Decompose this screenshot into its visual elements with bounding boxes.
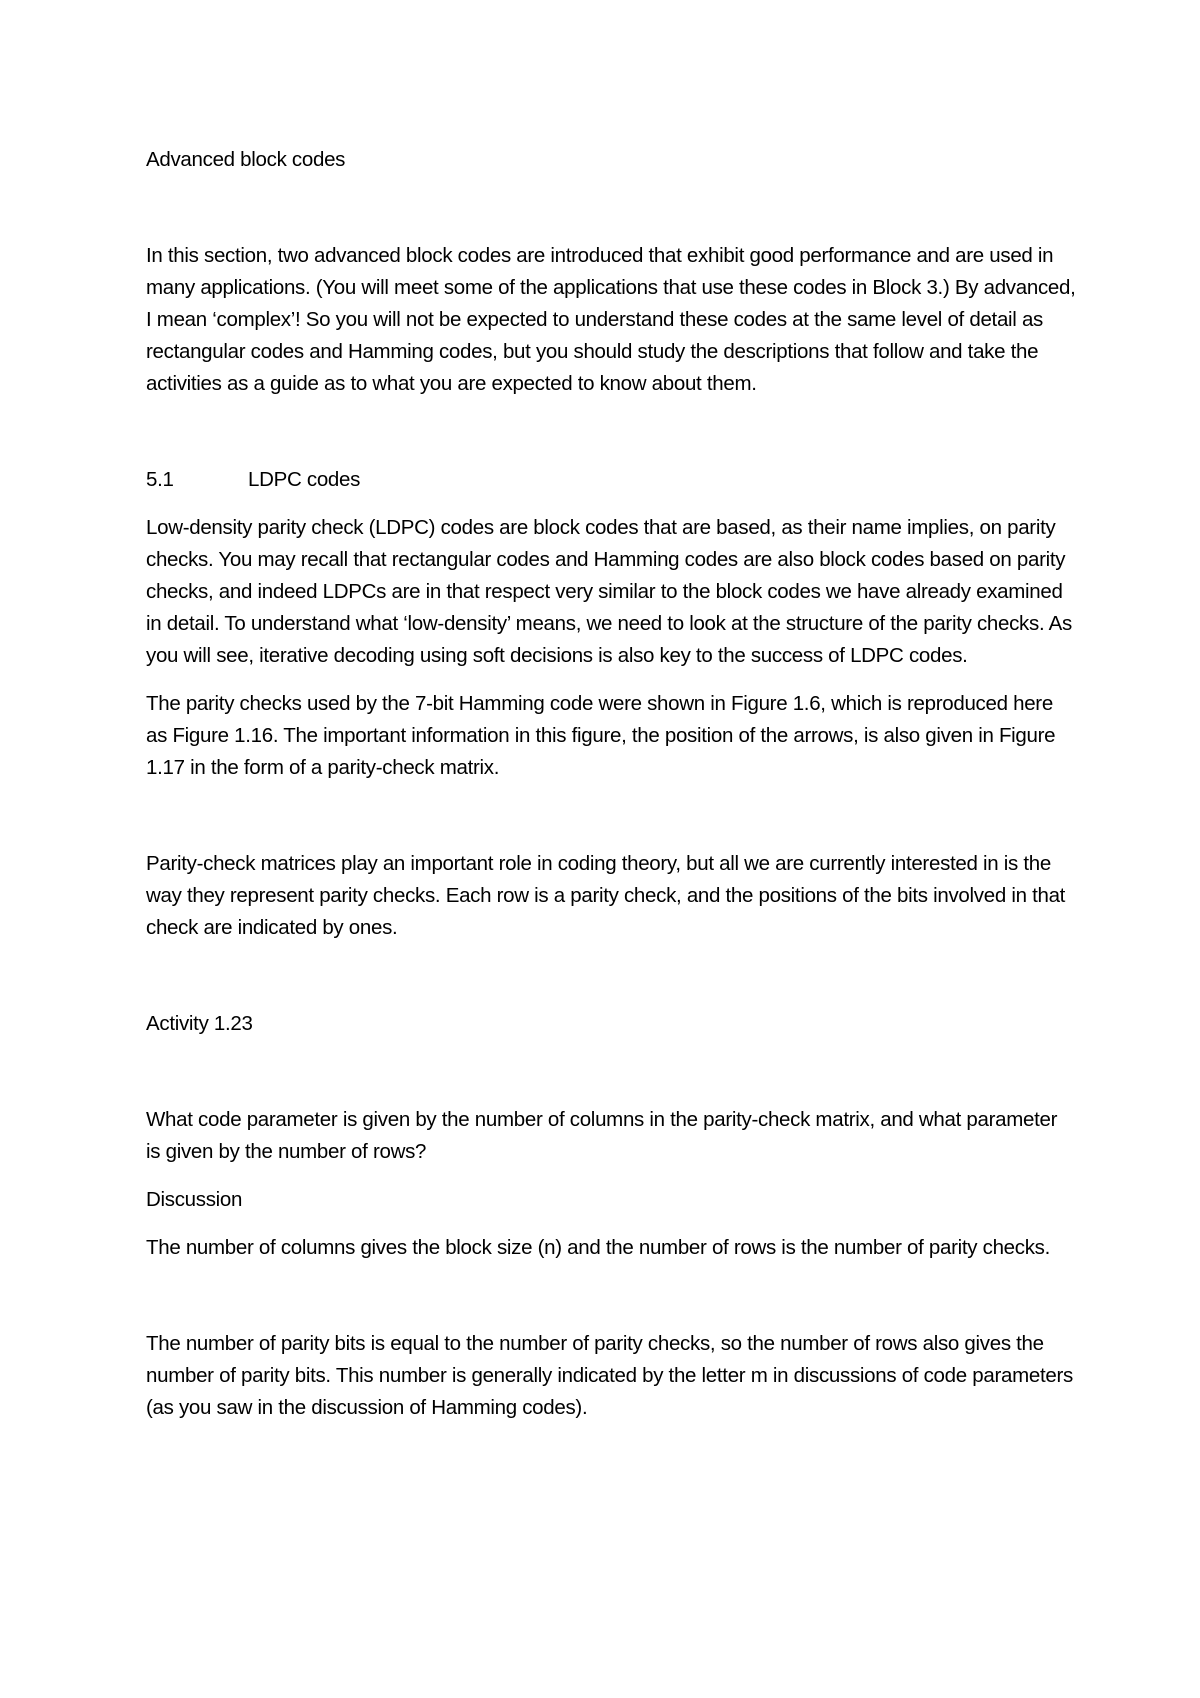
section-number: 5.1	[146, 468, 174, 491]
intro-paragraph: In this section, two advanced block codes are introduced that exhibit good performance and are used in many applications. (You will meet some of the applications that use these codes in Block 3.) By advanced, I mean ‘complex’! So you will not be expected to understand these codes at the same level of detail as rectangular codes and Hamming codes, but you should study the descriptions that follow and take the activities as a guide as to what you are expected to know about them.	[146, 244, 1076, 395]
section-heading	[146, 464, 1076, 496]
discussion-paragraph-1: The number of columns gives the block size (n) and the number of rows is the number of parity checks.	[146, 1236, 1051, 1259]
document-body	[146, 144, 1076, 1424]
discussion-paragraph-2: The number of parity bits is equal to the number of parity checks, so the number of rows also gives the number of parity bits. This number is generally indicated by the letter m in discussions of code parameters (as you saw in the discussion of Hamming codes).	[146, 1332, 1073, 1419]
discussion-label: Discussion	[146, 1188, 243, 1211]
document-title: Advanced block codes	[146, 148, 346, 171]
section-title: LDPC codes	[248, 468, 361, 491]
ldpc-paragraph-3: Parity-check matrices play an important role in coding theory, but all we are currently interested in is the way they represent parity checks. Each row is a parity check, and the positions of the bits involved in that check are indicated by ones.	[146, 852, 1066, 939]
activity-question: What code parameter is given by the number of columns in the parity-check matrix, and what parameter is given by the number of rows?	[146, 1108, 1058, 1163]
ldpc-paragraph-2: The parity checks used by the 7-bit Hamming code were shown in Figure 1.6, which is reproduced here as Figure 1.16. The important information in this figure, the position of the arrows, is also given in Figure 1.17 in the form of a parity-check matrix.	[146, 692, 1056, 779]
activity-title: Activity 1.23	[146, 1012, 253, 1035]
ldpc-paragraph-1: Low-density parity check (LDPC) codes are block codes that are based, as their name implies, on parity checks. You may recall that rectangular codes and Hamming codes are also block codes based on parity checks, and indeed LDPCs are in that respect very similar to the block codes we have already examined in detail. To understand what ‘low-density’ means, we need to look at the structure of the parity checks. As you will see, iterative decoding using soft decisions is also key to the success of LDPC codes.	[146, 516, 1072, 667]
